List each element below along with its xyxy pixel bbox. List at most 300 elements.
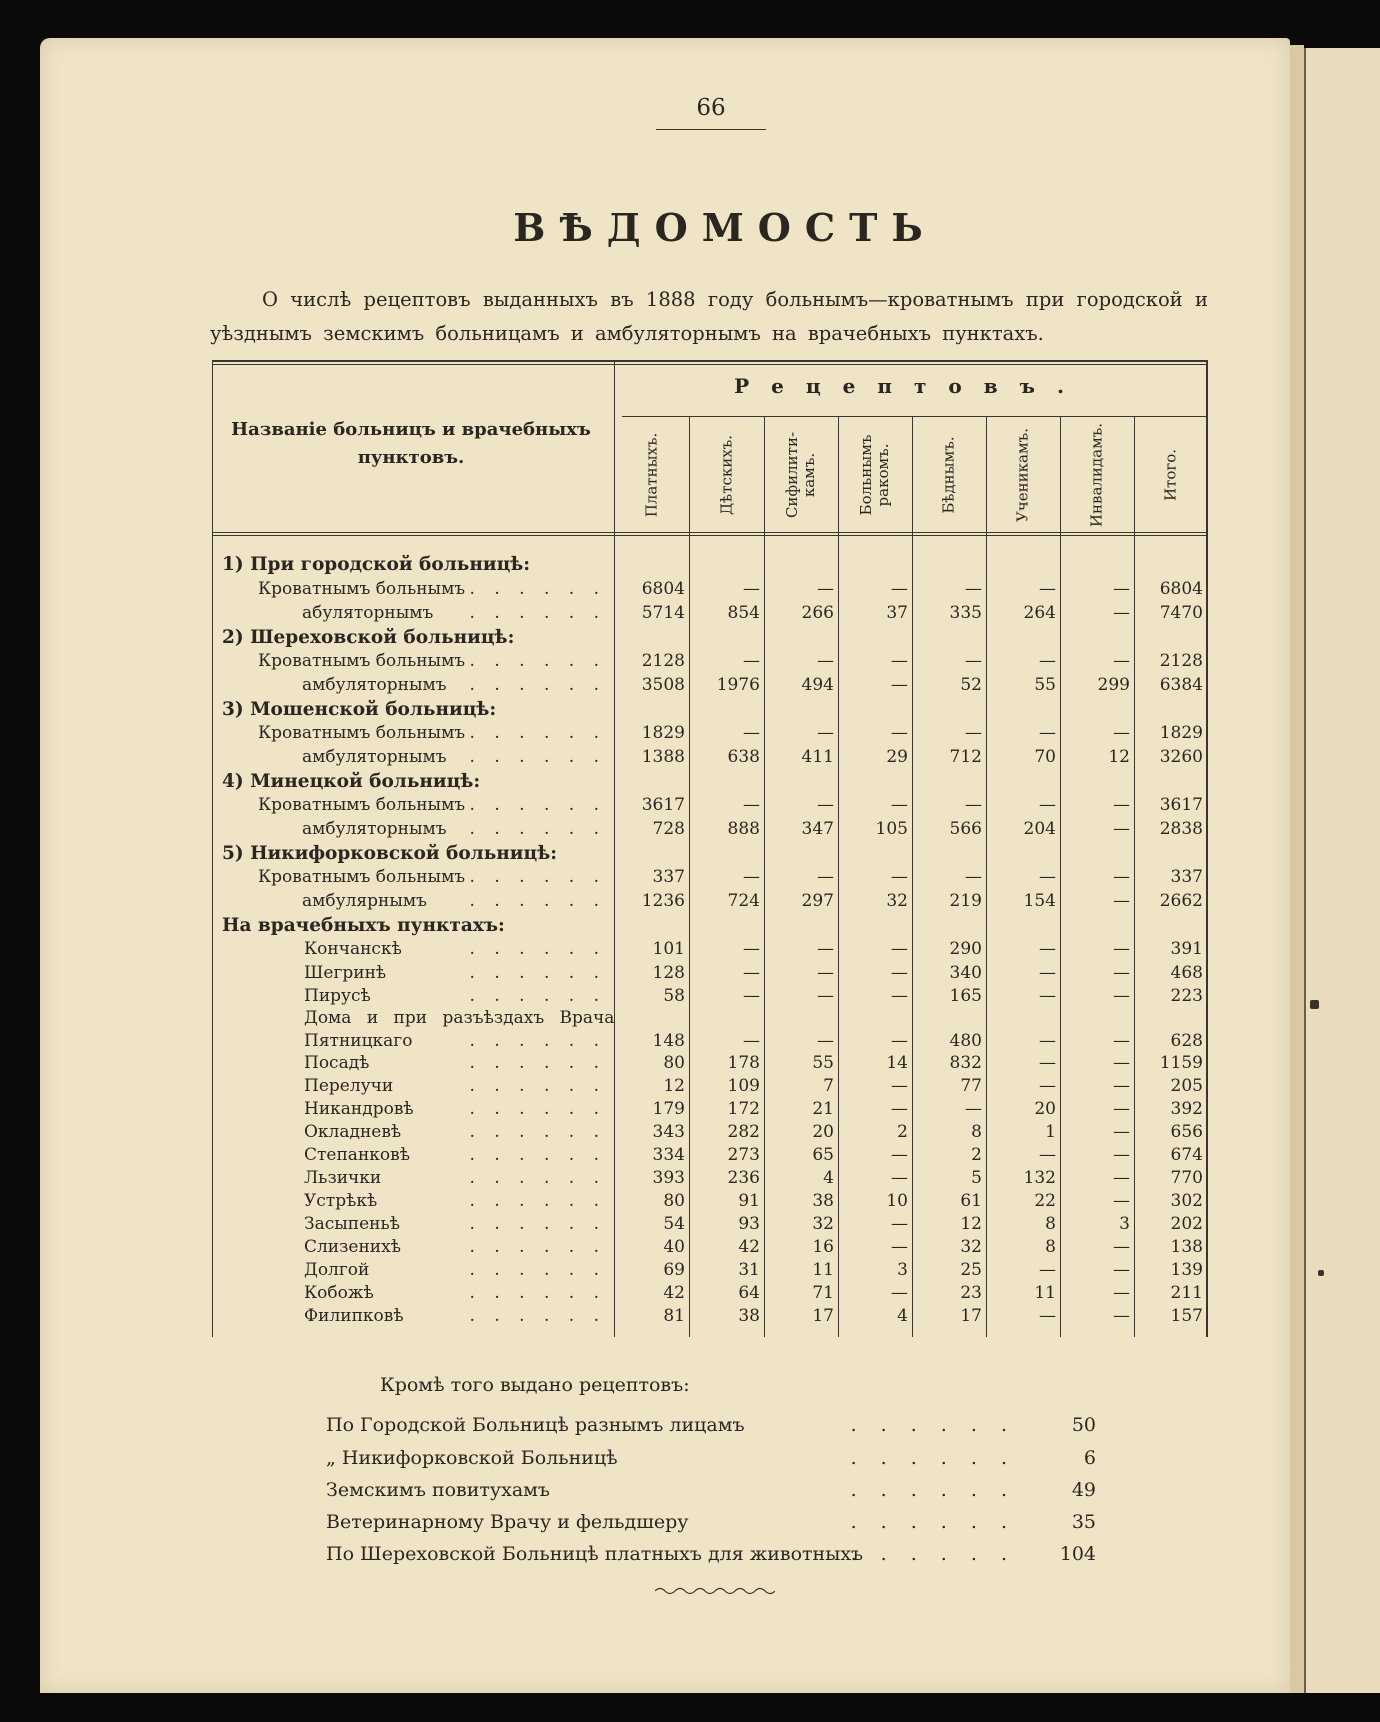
value-cell: 139 [1170, 1260, 1203, 1280]
value-cell: 55 [1034, 675, 1056, 695]
table-row [212, 1052, 1207, 1075]
value-cell: 302 [1170, 1191, 1203, 1211]
value-cell: 1 [1045, 1122, 1056, 1142]
value-cell: 148 [652, 1031, 685, 1051]
page-number: 66 [696, 95, 726, 121]
leader-dots: . . . . . . [469, 1283, 606, 1303]
value-cell: 393 [652, 1168, 685, 1188]
value-cell: — [817, 795, 834, 815]
value-cell: 411 [801, 747, 834, 767]
value-cell: — [743, 1031, 760, 1051]
row-label: Кончанскѣ [304, 939, 402, 959]
value-cell: 638 [727, 747, 760, 767]
value-cell: 5714 [641, 603, 685, 623]
leader-dots: . . . . . . [469, 819, 606, 839]
value-cell: — [1039, 579, 1056, 599]
value-cell: 10 [886, 1191, 908, 1211]
row-label: Пирусѣ [304, 986, 371, 1006]
page-edge [1290, 45, 1304, 1693]
row-label-cell [212, 1121, 610, 1144]
row-label: 5) Никифорковской больницѣ: [222, 843, 558, 864]
value-cell: — [1039, 651, 1056, 671]
value-cell: — [1039, 1260, 1056, 1280]
table-row [212, 938, 1207, 961]
table-row [212, 890, 1207, 913]
extra-item-value: 104 [1059, 1543, 1096, 1565]
row-label-cell [212, 1075, 610, 1098]
value-cell: 64 [738, 1283, 760, 1303]
value-cell: — [1113, 819, 1130, 839]
table-row [212, 746, 1207, 769]
value-cell: — [817, 867, 834, 887]
value-cell: — [1113, 891, 1130, 911]
column-header [614, 420, 689, 530]
value-cell: 8 [1045, 1237, 1056, 1257]
row-label: На врачебныхъ пунктахъ: [222, 915, 505, 936]
value-cell: 154 [1023, 891, 1056, 911]
column-header-label: Сифилити- камъ. [783, 431, 818, 519]
value-cell: 21 [812, 1099, 834, 1119]
table-row [212, 1144, 1207, 1167]
row-label: амбуляторнымъ [302, 819, 447, 839]
extra-item [326, 1410, 1096, 1440]
value-cell: 4 [823, 1168, 834, 1188]
leader-dots: . . . . . . [469, 1237, 606, 1257]
value-cell: — [891, 939, 908, 959]
leader-dots: . . . . . . [469, 1053, 606, 1073]
value-cell: 674 [1170, 1145, 1203, 1165]
value-cell: 11 [812, 1260, 834, 1280]
value-cell: 3 [1119, 1214, 1130, 1234]
value-cell: 2662 [1159, 891, 1203, 911]
value-cell: 264 [1023, 603, 1056, 623]
extra-item-value: 50 [1071, 1414, 1096, 1436]
row-label: Филипковѣ [304, 1306, 404, 1326]
leader-dots: . . . . . . [469, 1168, 606, 1188]
row-label-cell [212, 985, 610, 1008]
value-cell: 1976 [716, 675, 760, 695]
row-label-cell [212, 1259, 610, 1282]
table-row [212, 1282, 1207, 1305]
row-label-cell [212, 818, 610, 841]
row-label-cell [212, 1007, 615, 1030]
value-cell: — [965, 867, 982, 887]
value-cell: 854 [727, 603, 760, 623]
value-cell: 3508 [641, 675, 685, 695]
value-cell: — [891, 651, 908, 671]
value-cell: 172 [727, 1099, 760, 1119]
value-cell: 8 [971, 1122, 982, 1142]
value-cell: 3260 [1159, 747, 1203, 767]
row-label: Кроватнымъ больнымъ [258, 795, 466, 815]
table-row [212, 1236, 1207, 1259]
row-label: амбуляторнымъ [302, 675, 447, 695]
value-cell: — [891, 963, 908, 983]
leader-dots: . . . . . . [850, 1511, 1016, 1533]
table-row [212, 1075, 1207, 1098]
value-cell: 55 [812, 1053, 834, 1073]
value-cell: 566 [949, 819, 982, 839]
extra-item-label: Ветеринарному Врачу и фельдшеру [326, 1511, 689, 1533]
value-cell: 179 [652, 1099, 685, 1119]
value-cell: 32 [960, 1237, 982, 1257]
document-title: ВѢДОМОСТЬ [513, 205, 937, 250]
value-cell: 205 [1170, 1076, 1203, 1096]
value-cell: — [965, 1099, 982, 1119]
value-cell: 25 [960, 1260, 982, 1280]
value-cell: 3617 [1159, 795, 1203, 815]
row-label-cell [212, 1236, 610, 1259]
row-label-cell [212, 578, 610, 601]
value-cell: — [891, 1283, 908, 1303]
value-cell: 1159 [1159, 1053, 1203, 1073]
value-cell: — [1113, 1168, 1130, 1188]
row-label: 2) Шереховской больницѣ: [222, 627, 515, 648]
value-cell: 93 [738, 1214, 760, 1234]
row-label: Кроватнымъ больнымъ [258, 723, 466, 743]
value-cell: — [1039, 1306, 1056, 1326]
leader-dots: . . . . . . [469, 1260, 606, 1280]
intro-paragraph: О числѣ рецептовъ выданныхъ въ 1888 году больнымъ—кроватнымъ при городской и уѣзднымъ земскимъ больницамъ и амбуляторнымъ на врачебныхъ пунктахъ. [210, 288, 1208, 345]
value-cell: — [1113, 651, 1130, 671]
value-cell: 157 [1170, 1306, 1203, 1326]
value-cell: 52 [960, 675, 982, 695]
value-cell: 165 [949, 986, 982, 1006]
value-cell: — [743, 939, 760, 959]
column-header-label: Инвалидамъ. [1087, 422, 1106, 528]
table-row [212, 1098, 1207, 1121]
row-label: Устрѣкѣ [304, 1191, 378, 1211]
value-cell: — [891, 579, 908, 599]
value-cell: 340 [949, 963, 982, 983]
row-label-cell [212, 794, 610, 817]
value-cell: — [1113, 1191, 1130, 1211]
value-cell: 290 [949, 939, 982, 959]
extra-item-value: 6 [1083, 1447, 1096, 1469]
column-header-label: Больнымъ ракомъ. [857, 434, 892, 516]
value-cell: — [1039, 986, 1056, 1006]
value-cell: 392 [1170, 1099, 1203, 1119]
value-cell: 31 [738, 1260, 760, 1280]
value-cell: — [891, 1076, 908, 1096]
row-label: Шегринѣ [304, 963, 387, 983]
value-cell: — [743, 963, 760, 983]
value-cell: 54 [663, 1214, 685, 1234]
row-label-cell [212, 1190, 610, 1213]
table-row [212, 1259, 1207, 1282]
extra-item [326, 1443, 1096, 1473]
table-row [212, 1121, 1207, 1144]
value-cell: 299 [1097, 675, 1130, 695]
extra-item [326, 1507, 1096, 1537]
row-label: абуляторнымъ [302, 603, 434, 623]
value-cell: — [1039, 939, 1056, 959]
value-cell: 2 [971, 1145, 982, 1165]
value-cell: 17 [812, 1306, 834, 1326]
value-cell: 266 [801, 603, 834, 623]
value-cell: — [965, 579, 982, 599]
leader-dots: . . . . . . [469, 867, 606, 887]
value-cell: — [965, 651, 982, 671]
row-label: Степанковѣ [304, 1145, 410, 1165]
table-row [212, 650, 1207, 673]
column-header [1060, 420, 1134, 530]
value-cell: — [1113, 1076, 1130, 1096]
value-cell: 223 [1170, 986, 1203, 1006]
table-section-row [212, 842, 1207, 865]
value-cell: 1236 [641, 891, 685, 911]
table-top-rule [212, 364, 1207, 365]
value-cell: 23 [960, 1283, 982, 1303]
value-cell: — [1113, 1145, 1130, 1165]
leader-dots: . . . . . . [469, 939, 606, 959]
value-cell: 4 [897, 1306, 908, 1326]
leader-dots: . . . . . . [469, 1099, 606, 1119]
row-label: Долгой [304, 1260, 370, 1280]
leader-dots: . . . . . . [469, 675, 606, 695]
row-label: амбулярнымъ [302, 891, 427, 911]
table-row [212, 985, 1207, 1008]
value-cell: 80 [663, 1053, 685, 1073]
value-cell: 61 [960, 1191, 982, 1211]
value-cell: 1388 [641, 747, 685, 767]
header-bottom-rule [212, 532, 1207, 533]
value-cell: 11 [1034, 1283, 1056, 1303]
row-label: Засыпеньѣ [304, 1214, 401, 1234]
row-label: Пятницкаго [304, 1031, 413, 1051]
leader-dots: . . . . . . [850, 1543, 1016, 1565]
extra-item-label: Земскимъ повитухамъ [326, 1479, 551, 1501]
value-cell: 2838 [1159, 819, 1203, 839]
row-label: Дома и при разъѣздахъ Врача [304, 1008, 615, 1028]
column-header [689, 420, 764, 530]
ink-spot [1310, 1000, 1319, 1009]
row-label-cell [212, 1167, 610, 1190]
value-cell: 20 [1034, 1099, 1056, 1119]
value-cell: 69 [663, 1260, 685, 1280]
value-cell: — [1113, 986, 1130, 1006]
column-header-label: Итого. [1161, 448, 1179, 502]
leader-dots: . . . . . . [469, 1031, 606, 1051]
value-cell: 77 [960, 1076, 982, 1096]
value-cell: 6804 [641, 579, 685, 599]
table-row [212, 1213, 1207, 1236]
value-cell: 8 [1045, 1214, 1056, 1234]
row-label-cell [212, 553, 610, 576]
value-cell: — [817, 723, 834, 743]
value-cell: 343 [652, 1122, 685, 1142]
value-cell: 128 [652, 963, 685, 983]
value-cell: — [1039, 963, 1056, 983]
value-cell: 494 [801, 675, 834, 695]
value-cell: 5 [971, 1168, 982, 1188]
value-cell: — [743, 579, 760, 599]
value-cell: 29 [886, 747, 908, 767]
row-label-cell [212, 770, 610, 793]
value-cell: — [891, 986, 908, 1006]
value-cell: — [743, 867, 760, 887]
leader-dots: . . . . . . [469, 747, 606, 767]
value-cell: 42 [738, 1237, 760, 1257]
row-label-cell [212, 746, 610, 769]
row-label-cell [212, 866, 610, 889]
table-row [212, 962, 1207, 985]
table-section-row [212, 553, 1207, 576]
value-cell: — [817, 1031, 834, 1051]
leader-dots: . . . . . . [469, 1191, 606, 1211]
value-cell: 1829 [1159, 723, 1203, 743]
extra-heading: Кромѣ того выдано рецептовъ: [380, 1374, 690, 1396]
row-label-cell [212, 1213, 610, 1236]
row-label-cell [212, 1282, 610, 1305]
column-header-rule [622, 416, 1207, 417]
value-cell: 16 [812, 1237, 834, 1257]
value-cell: — [1039, 1031, 1056, 1051]
value-cell: — [743, 795, 760, 815]
table-row [212, 1007, 1207, 1030]
value-cell: 178 [727, 1053, 760, 1073]
ink-spot [1318, 1270, 1324, 1276]
column-header-label: Платныхъ. [642, 432, 660, 518]
value-cell: 101 [652, 939, 685, 959]
value-cell: — [891, 675, 908, 695]
table-top-rule [212, 360, 1207, 362]
value-cell: 138 [1170, 1237, 1203, 1257]
column-header-label: Дѣтскихъ. [717, 434, 735, 516]
row-label-cell [212, 842, 610, 865]
value-cell: 391 [1170, 939, 1203, 959]
table-row [212, 1030, 1207, 1053]
value-cell: 40 [663, 1237, 685, 1257]
value-cell: 335 [949, 603, 982, 623]
table-row [212, 722, 1207, 745]
value-cell: 888 [727, 819, 760, 839]
value-cell: — [965, 795, 982, 815]
value-cell: 22 [1034, 1191, 1056, 1211]
value-cell: 219 [949, 891, 982, 911]
row-label-cell [212, 698, 610, 721]
value-cell: 71 [812, 1283, 834, 1303]
value-cell: — [1113, 1283, 1130, 1303]
value-cell: — [1113, 939, 1130, 959]
value-cell: — [891, 867, 908, 887]
value-cell: 80 [663, 1191, 685, 1211]
value-cell: 65 [812, 1145, 834, 1165]
row-label: Никандровѣ [304, 1099, 414, 1119]
leader-dots: . . . . . . [850, 1447, 1016, 1469]
value-cell: 1829 [641, 723, 685, 743]
value-cell: 282 [727, 1122, 760, 1142]
column-header [912, 420, 986, 530]
value-cell: 132 [1023, 1168, 1056, 1188]
table-row [212, 818, 1207, 841]
table-row [212, 1305, 1207, 1328]
value-cell: — [891, 1237, 908, 1257]
row-label: 1) При городской больницѣ: [222, 554, 531, 575]
row-label-cell [212, 938, 610, 961]
table-section-row [212, 914, 1207, 937]
extra-item-label: По Шереховской Больницѣ платныхъ для животныхъ [326, 1543, 864, 1565]
leader-dots: . . . . . . [469, 963, 606, 983]
table-row [212, 602, 1207, 625]
value-cell: 628 [1170, 1031, 1203, 1051]
value-cell: — [965, 723, 982, 743]
value-cell: — [891, 1214, 908, 1234]
leader-dots: . . . . . . [469, 1122, 606, 1142]
row-label-cell [212, 962, 610, 985]
value-cell: 2128 [1159, 651, 1203, 671]
value-cell: — [1039, 1145, 1056, 1165]
value-cell: 236 [727, 1168, 760, 1188]
value-cell: — [891, 723, 908, 743]
value-cell: — [743, 651, 760, 671]
leader-dots: . . . . . . [469, 1214, 606, 1234]
extra-item [326, 1475, 1096, 1505]
name-column-header: Названіе больницъ и врачебныхъ пунктовъ. [231, 419, 591, 468]
value-cell: — [1113, 579, 1130, 599]
value-cell: 337 [1170, 867, 1203, 887]
value-cell: 724 [727, 891, 760, 911]
value-cell: — [743, 986, 760, 1006]
extra-item-label: По Городской Больницѣ разнымъ лицамъ [326, 1414, 745, 1436]
value-cell: — [817, 986, 834, 1006]
leader-dots: . . . . . . [469, 1306, 606, 1326]
value-cell: — [1113, 723, 1130, 743]
value-cell: 347 [801, 819, 834, 839]
value-cell: 334 [652, 1145, 685, 1165]
value-cell: — [891, 1145, 908, 1165]
value-cell: — [1113, 1260, 1130, 1280]
row-label-cell [212, 674, 610, 697]
value-cell: — [891, 1031, 908, 1051]
leader-dots: . . . . . . [469, 603, 606, 623]
column-header [838, 420, 912, 530]
value-cell: — [1039, 867, 1056, 887]
row-label: 3) Мошенской больницѣ: [222, 699, 497, 720]
value-cell: — [817, 651, 834, 671]
row-label: Окладневѣ [304, 1122, 402, 1142]
row-label: Кроватнымъ больнымъ [258, 867, 466, 887]
value-cell: 12 [960, 1214, 982, 1234]
value-cell: 32 [812, 1214, 834, 1234]
value-cell: 2128 [641, 651, 685, 671]
leader-dots: . . . . . . [469, 651, 606, 671]
value-cell: — [891, 1168, 908, 1188]
value-cell: 7 [823, 1076, 834, 1096]
column-header-label: Ученикамъ. [1013, 428, 1032, 522]
column-header [1134, 420, 1207, 530]
value-cell: 20 [812, 1122, 834, 1142]
value-cell: 468 [1170, 963, 1203, 983]
value-cell: — [1113, 1306, 1130, 1326]
value-cell: 109 [727, 1076, 760, 1096]
value-cell: — [1113, 795, 1130, 815]
table-row [212, 866, 1207, 889]
row-label: Перелучи [304, 1076, 394, 1096]
value-cell: 3 [897, 1260, 908, 1280]
extra-item-label: „ Никифорковской Больницѣ [326, 1447, 618, 1469]
header-bottom-rule [212, 535, 1207, 536]
extra-item-value: 35 [1071, 1511, 1096, 1533]
value-cell: 81 [663, 1306, 685, 1326]
value-cell: 3617 [641, 795, 685, 815]
value-cell: 202 [1170, 1214, 1203, 1234]
value-cell: 770 [1170, 1168, 1203, 1188]
table-row [212, 578, 1207, 601]
extra-item-value: 49 [1071, 1479, 1096, 1501]
row-label-cell [212, 1052, 610, 1075]
value-cell: 70 [1034, 747, 1056, 767]
